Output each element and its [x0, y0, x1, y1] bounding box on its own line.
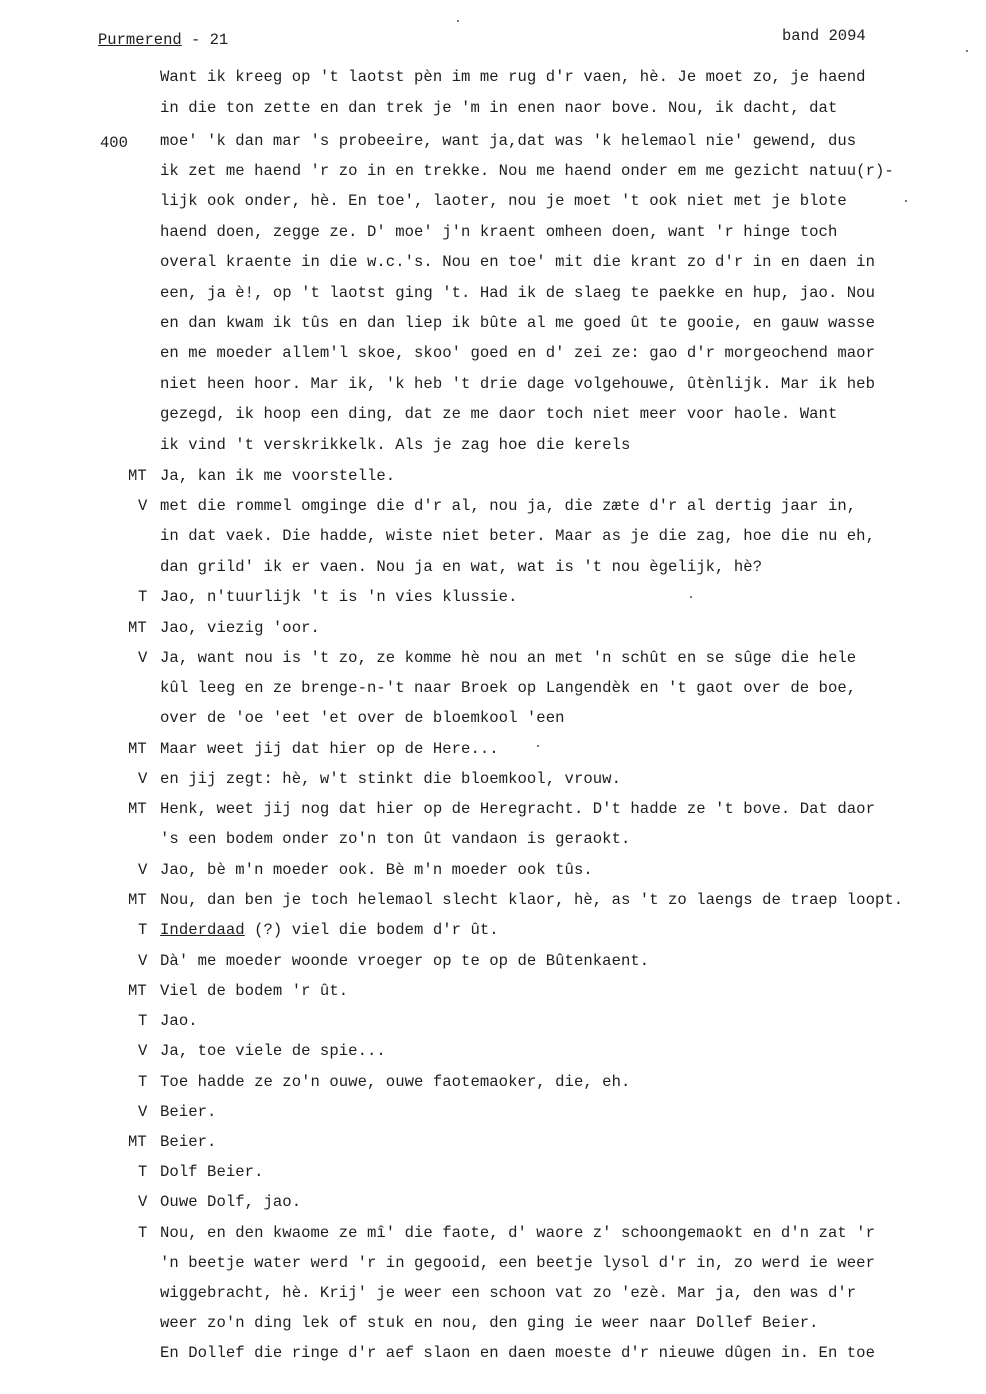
- turn-line: in dat vaek. Die hadde, wiste niet beter. Maar as je die zag, hoe die nu eh,: [160, 527, 875, 545]
- turn-line: kûl leeg en ze brenge-n-'t naar Broek op Langendèk en 't gaot over de boe,: [160, 679, 857, 697]
- turn-line-rest: (?) viel die bodem d'r ût.: [244, 921, 499, 939]
- turn-line: Jao, viezig 'oor.: [160, 619, 320, 637]
- speaker-label: MT: [128, 800, 147, 818]
- text-line: in die ton zette en dan trek je 'm in enen naor bove. Nou, ik dacht, dat: [160, 99, 838, 117]
- speaker-label: V: [138, 497, 148, 515]
- text-line: en me moeder allem'l skoe, skoo' goed en d' zei ze: gao d'r morgeochend maor: [160, 344, 875, 362]
- turn-line: Beier.: [160, 1133, 217, 1151]
- header-tape-number: band 2094: [782, 27, 866, 45]
- turn-line: Maar weet jij dat hier op de Here...: [160, 740, 499, 758]
- turn-line: Viel de bodem 'r ût.: [160, 982, 349, 1000]
- turn-line: [160, 921, 499, 939]
- speaker-label: MT: [128, 1133, 147, 1151]
- scan-speck: [905, 200, 907, 202]
- turn-line: Jao, n'tuurlijk 't is 'n vies klussie.: [160, 588, 518, 606]
- margin-line-number: 400: [100, 134, 128, 152]
- text-line: haend doen, zegge ze. D' moe' j'n kraent omheen doen, want 'r hinge toch: [160, 223, 838, 241]
- speaker-label: MT: [128, 619, 147, 637]
- turn-line: Henk, weet jij nog dat hier op de Heregracht. D't hadde ze 't bove. Dat daor: [160, 800, 875, 818]
- speaker-label: MT: [128, 467, 147, 485]
- speaker-label: T: [138, 1163, 148, 1181]
- turn-line: dan grild' ik er vaen. Nou ja en wat, wat is 't nou ègelijk, hè?: [160, 558, 763, 576]
- turn-line: Toe hadde ze zo'n ouwe, ouwe faotemaoker, die, eh.: [160, 1073, 631, 1091]
- page-header-location: [98, 31, 228, 49]
- speaker-label: T: [138, 588, 148, 606]
- turn-line: Jao.: [160, 1012, 198, 1030]
- turn-line: Ja, want nou is 't zo, ze komme hè nou an met 'n schût en se sûge die hele: [160, 649, 857, 667]
- scan-speck: [457, 20, 459, 22]
- text-line: een, ja è!, op 't laotst ging 't. Had ik de slaeg te paekke en hup, jao. Nou: [160, 284, 875, 302]
- text-line: Want ik kreeg op 't laotst pèn im me rug d'r vaen, hè. Je moet zo, je haend: [160, 68, 866, 86]
- turn-line: 's een bodem onder zo'n ton ût vandaon is geraokt.: [160, 830, 631, 848]
- speaker-label: T: [138, 1073, 148, 1091]
- speaker-label: T: [138, 921, 148, 939]
- text-line: moe' 'k dan mar 's probeeire, want ja,dat was 'k helemaol nie' gewend, dus: [160, 132, 857, 150]
- scan-speck: [966, 50, 968, 52]
- underlined-word: Inderdaad: [160, 921, 245, 939]
- speaker-label: V: [138, 649, 148, 667]
- header-place: Purmerend: [98, 31, 182, 49]
- turn-line: Dà' me moeder woonde vroeger op te op de Bûtenkaent.: [160, 952, 650, 970]
- speaker-label: T: [138, 1224, 148, 1242]
- speaker-label: V: [138, 1193, 148, 1211]
- text-line: ik zet me haend 'r zo in en trekke. Nou me haend onder em me gezicht natuu(r)-: [160, 162, 894, 180]
- text-line: ik vind 't verskrikkelk. Als je zag hoe die kerels: [160, 436, 631, 454]
- speaker-label: V: [138, 770, 148, 788]
- speaker-label: V: [138, 1042, 148, 1060]
- text-line: lijk ook onder, hè. En toe', laoter, nou je moet 't ook niet met je blote: [160, 192, 847, 210]
- scan-speck: [690, 596, 692, 598]
- turn-line: Ja, kan ik me voorstelle.: [160, 467, 396, 485]
- header-page-number: - 21: [191, 31, 229, 49]
- turn-line: met die rommel omginge die d'r al, nou ja, die zæte d'r al dertig jaar in,: [160, 497, 857, 515]
- turn-line: Dolf Beier.: [160, 1163, 264, 1181]
- scan-speck: [537, 745, 539, 747]
- turn-line: Ouwe Dolf, jao.: [160, 1193, 302, 1211]
- turn-line: Beier.: [160, 1103, 217, 1121]
- turn-line: 'n beetje water werd 'r in gegooid, een beetje lysol d'r in, zo werd ie weer: [160, 1254, 875, 1272]
- turn-line: Nou, dan ben je toch helemaol slecht klaor, hè, as 't zo laengs de traep loopt.: [160, 891, 904, 909]
- turn-line: Ja, toe viele de spie...: [160, 1042, 386, 1060]
- turn-line: Jao, bè m'n moeder ook. Bè m'n moeder ook tûs.: [160, 861, 593, 879]
- speaker-label: MT: [128, 740, 147, 758]
- text-line: overal kraente in die w.c.'s. Nou en toe' mit die krant zo d'r in en daen in: [160, 253, 875, 271]
- turn-line: En Dollef die ringe d'r aef slaon en daen moeste d'r nieuwe dûgen in. En toe: [160, 1344, 875, 1362]
- text-line: gezegd, ik hoop een ding, dat ze me daor toch niet meer voor haole. Want: [160, 405, 838, 423]
- speaker-label: T: [138, 1012, 148, 1030]
- speaker-label: MT: [128, 891, 147, 909]
- text-line: niet heen hoor. Mar ik, 'k heb 't drie dage volgehouwe, ûtènlijk. Mar ik heb: [160, 375, 875, 393]
- turn-line: en jij zegt: hè, w't stinkt die bloemkool, vrouw.: [160, 770, 621, 788]
- turn-line: wiggebracht, hè. Krij' je weer een schoon vat zo 'ezè. Mar ja, den was d'r: [160, 1284, 857, 1302]
- speaker-label: V: [138, 861, 148, 879]
- speaker-label: MT: [128, 982, 147, 1000]
- speaker-label: V: [138, 1103, 148, 1121]
- turn-line: Nou, en den kwaome ze mî' die faote, d' waore z' schoongemaokt en d'n zat 'r: [160, 1224, 875, 1242]
- speaker-label: V: [138, 952, 148, 970]
- turn-line: over de 'oe 'eet 'et over de bloemkool 'een: [160, 709, 565, 727]
- text-line: en dan kwam ik tûs en dan liep ik bûte al me goed ût te gooie, en gauw wasse: [160, 314, 875, 332]
- turn-line: weer zo'n ding lek of stuk en nou, den ging ie weer naar Dollef Beier.: [160, 1314, 819, 1332]
